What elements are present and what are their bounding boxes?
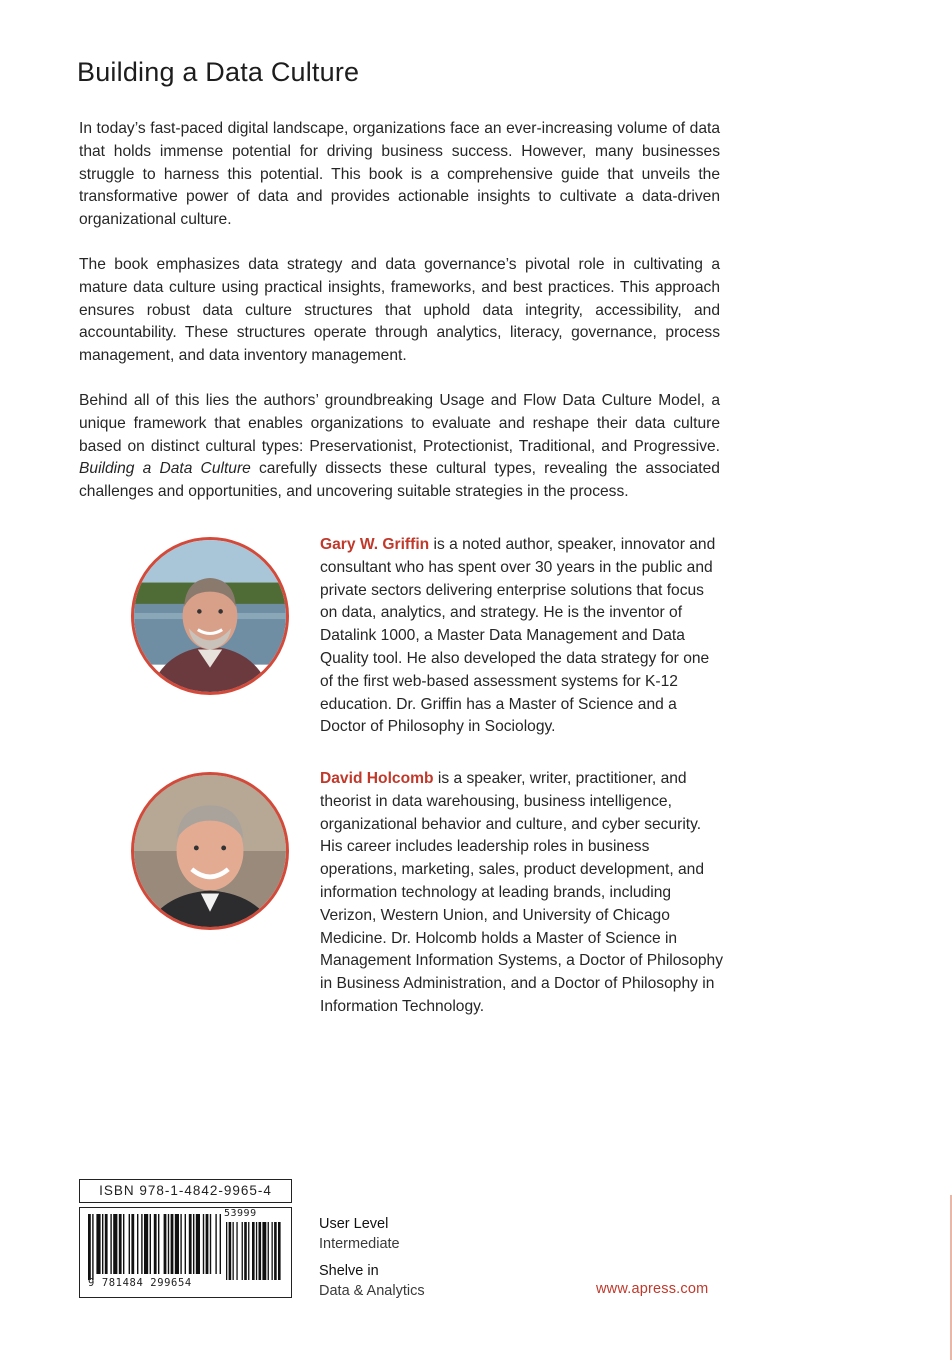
barcode-bar bbox=[113, 1214, 117, 1274]
barcode-bar bbox=[158, 1214, 159, 1274]
barcode-bar bbox=[131, 1214, 134, 1274]
user-level-value: Intermediate bbox=[319, 1236, 400, 1252]
barcode-bar bbox=[171, 1214, 174, 1274]
barcode-addon-bar bbox=[262, 1222, 266, 1280]
barcode-bar bbox=[164, 1214, 167, 1274]
barcode-bar bbox=[123, 1214, 124, 1274]
barcode-bar bbox=[144, 1214, 148, 1274]
barcode-addon-digits: 53999 bbox=[224, 1208, 257, 1219]
barcode-addon-bar bbox=[259, 1222, 262, 1280]
barcode-bar bbox=[189, 1214, 192, 1274]
barcode-bar bbox=[185, 1214, 186, 1274]
paragraph-3-text-end: carefully dissects these cultural types, revealing the associated challenges and opportunities, and uncovering suitable strategies in the process. bbox=[79, 460, 720, 501]
paragraph-3-text: Behind all of this lies the authors’ groundbreaking Usage and Flow Data Culture Model, a unique framework that enables organizations to evaluate and reshape their data culture based on distinct cultural types: Preservationist, Protectionist, Traditional, and Progressive. bbox=[79, 391, 720, 455]
barcode-bar bbox=[150, 1214, 151, 1274]
barcode-bar bbox=[137, 1214, 138, 1274]
shelve-in-label: Shelve in bbox=[319, 1263, 379, 1279]
isbn-label: ISBN 978-1-4842-9965-4 bbox=[79, 1179, 292, 1203]
barcode-addon-bar bbox=[229, 1222, 232, 1280]
barcode-addon-bar bbox=[268, 1222, 269, 1280]
user-level bbox=[319, 1214, 400, 1254]
publisher-url[interactable]: www.apress.com bbox=[596, 1281, 709, 1297]
barcode-bar bbox=[220, 1214, 221, 1274]
author-photo-holcomb bbox=[131, 772, 289, 930]
user-level-label: User Level bbox=[319, 1216, 389, 1232]
barcode-bar bbox=[105, 1214, 108, 1274]
barcode-bar bbox=[210, 1214, 211, 1274]
barcode-addon-bar bbox=[272, 1222, 273, 1280]
book-description bbox=[79, 118, 720, 526]
barcode-bar bbox=[129, 1214, 130, 1274]
shelve-in-value: Data & Analytics bbox=[319, 1283, 425, 1299]
barcode-bar bbox=[196, 1214, 200, 1274]
description-paragraph-2: The book emphasizes data strategy and data governance’s pivotal role in cultivating a mature data culture using practical insights, frameworks, and best practices. This approach ensures robust data culture structures that uphold data integrity, accessibility, and accountability. These structures operate through analytics, literacy, governance, process management, and data inventory management. bbox=[79, 255, 720, 365]
barcode-addon-bar bbox=[242, 1222, 243, 1280]
author-photo-griffin bbox=[131, 537, 289, 695]
barcode-addon-bar bbox=[233, 1222, 234, 1280]
barcode-digits: 9 781484 299654 bbox=[88, 1277, 192, 1289]
author-bio-holcomb bbox=[320, 768, 724, 1019]
barcode-bar bbox=[110, 1214, 111, 1274]
barcode-bar bbox=[92, 1214, 93, 1280]
barcode-addon-bar bbox=[256, 1222, 257, 1280]
barcode-bar bbox=[154, 1214, 157, 1274]
author-name-griffin: Gary W. Griffin bbox=[320, 536, 430, 553]
author-bio-text: is a noted author, speaker, innovator and consultant who has spent over 30 years in the public and private sectors delivering enterprise solutions that focus on data, analytics, and strategy. He is the inventor of Datalink 1000, a Master Data Management and Data Quality tool. He also developed the data strategy for one of the first web-based assessment systems for K-12 education. Dr. Griffin has a Master of Science and a Doctor of Philosophy in Sociology. bbox=[320, 536, 716, 736]
book-title-italic: Building a Data Culture bbox=[79, 460, 251, 478]
barcode-bar bbox=[96, 1214, 100, 1274]
barcode-bar bbox=[180, 1214, 181, 1274]
barcode-bar bbox=[102, 1214, 103, 1274]
barcode-bar bbox=[203, 1214, 204, 1274]
barcode-bar bbox=[215, 1214, 216, 1274]
barcode-addon-bar bbox=[278, 1222, 281, 1280]
description-paragraph-3 bbox=[79, 390, 720, 504]
barcode-bar bbox=[175, 1214, 179, 1274]
barcode-bar bbox=[141, 1214, 142, 1274]
author-bio-griffin bbox=[320, 534, 724, 739]
barcode-addon-bar bbox=[274, 1222, 277, 1280]
barcode-bar bbox=[193, 1214, 194, 1274]
barcode-bar bbox=[206, 1214, 209, 1274]
author-name-holcomb: David Holcomb bbox=[320, 770, 434, 787]
barcode-bar bbox=[119, 1214, 122, 1274]
barcode-addon-bar bbox=[226, 1222, 227, 1280]
barcode-bar bbox=[168, 1214, 169, 1274]
barcode-addon-bar bbox=[252, 1222, 255, 1280]
author-bio-text: is a speaker, writer, practitioner, and theorist in data warehousing, business intelligence, organizational behavior and culture, and cyber security. His career includes leadership roles in business operations, marketing, sales, product development, and information technology at leading brands, including Verizon, Western Union, and University of Chicago Medicine. Dr. Holcomb holds a Master of Science in Management Information Systems, a Doctor of Philosophy in Business Administration, and a Doctor of Philosophy in Information Technology. bbox=[320, 770, 724, 1015]
description-paragraph-1: In today’s fast-paced digital landscape, organizations face an ever-increasing volume of data that holds immense potential for driving business success. However, many businesses struggle to harness this potential. This book is a comprehensive guide that unveils the transformative power of data and provides actionable insights to cultivate a data-driven organizational culture. bbox=[79, 120, 720, 229]
barcode-addon-bar bbox=[248, 1222, 249, 1280]
book-title: Building a Data Culture bbox=[77, 57, 360, 87]
barcode-addon-bar bbox=[236, 1222, 237, 1280]
shelve-in bbox=[319, 1261, 425, 1301]
barcode-addon-bar bbox=[244, 1222, 247, 1280]
barcode-bar bbox=[88, 1214, 91, 1280]
